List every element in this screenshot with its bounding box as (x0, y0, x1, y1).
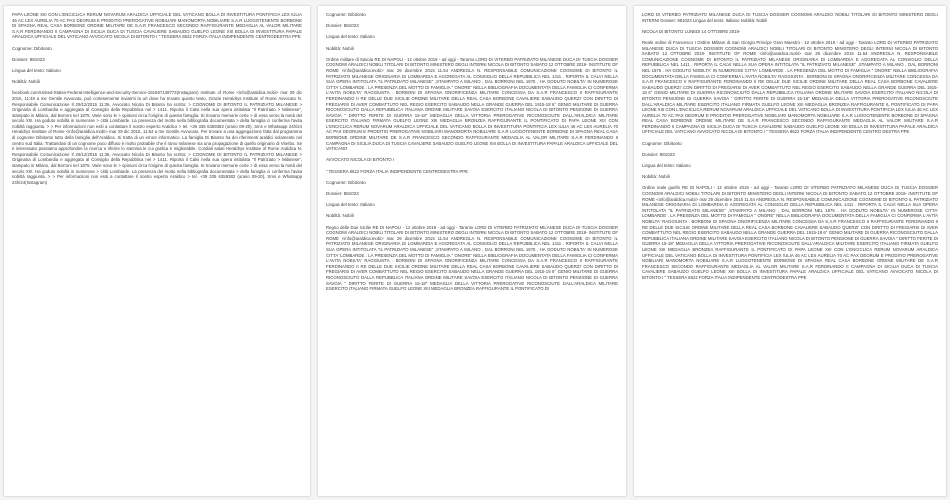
nobility-field: Nobiltà: Nobili (12, 79, 40, 85)
signature-line: AVVOCATO NICOLA DI BITONTO I (326, 157, 395, 163)
paragraph-email-correspondence: facebook.com/United-States-Federal-Intelligence-and-Security-Service-191597139773(Instagram) Institute of Rome <info@araldica.mobi> mar 29 dic 2015, 11:48 a me Gentile Avvocato, può cortesemente inviarmi la url dove ha trovato questo testo. Grazie Heraldrys Institute of Rome Avvocato N. Responsabile Comunicazione Il 29/12/2015 11:36, Avvocato Nicola Di Bitonto ha scritto: > COGNOME DI BITONTO IL PATRIZIATO MILANESE > Originaria di Lombardia e aggregata al Consiglio della Repubblica nel > 1411. Riporta il Calvi nella sua opera intitolata "Il Patriziato > Milanese", stampato in Milano, dal Borroni nel 1875. Varie sono le > opinioni circa l'origine di questa famiglia. Si trovano memorie certe > di essa verso la metà del secolo XIII. Ha goduto nobiltà in numerose > città Lombarde. La presenza del motto nella bibliografia documentata > della famiglia ci conferma l'avita nobiltà raggiunta. > > Per informazioni non esiti a contattare il nostro esperto Araldico > tel. +39 335 6359382 (orario 09-20), Sms e Whatsapp 24h/24 Heraldrys Institute of Rome <info@araldica.mobi> mar 29 dic 2015, 11:54 a me Gentile Avvocato, Per trovare a una aggregazione fatta dal programma di cognome Dibitonto tutto della famiglia dell'Araldica. Si tratta di un errore informatico. La famiglia Di Bitonto ha dei riferimenti araldici solamente nel centro sud Italia. Trattandosi di un cognome poco diffuso è molto probabile che il ramo milanese sia una propagazione di quello originario di Viterbo. Se è interessato possiamo approfondire la ricerca e riferire lo stemma le cui grafica è migliorabile. Cordiali saluti Heraldrys Institute of Rome Araldica N. Responsabile Comunicazione Il 29/12/2015 11:36, Avvocato Nicola Di Bitonto ha scritto: > COGNOME DI BITONTO IL PATRIZIATO MILANESE > Originaria di Lombardia e aggregata al Consiglio della Repubblica nel > 1411. Riporta il Calvi nella sua opera intitolata "Il Patriziato > Milanese", stampato in Milano, dal Borroni nel 1875. Varie sono le > opinioni circa l'origine di questa famiglia. Si trovano memorie certe > di essa verso la metà del secolo XIII. Ha goduto nobiltà in numerose > città Lombarde. La presenza del motto nella bibliografia documentata > della famiglia ci conferma l'avita nobiltà raggiunta. > > Per informazioni non esiti a contattare il nostro esperto Araldico > tel. +39 335 6359382 (orario 09-20), Sms e Whatsapp 24h/24(Instagram) (12, 90, 302, 185)
membership-line: " TESSERA 8622 FORZA ITALIA INDIPENDENTE CENTRODESTRA PPE (326, 168, 469, 174)
surname-field: Cognome: Dibitonto (326, 179, 366, 185)
language-field: Lingua del testo: Italiano (12, 67, 61, 73)
nobility-field: Nobiltà: Nobili (642, 174, 670, 180)
date-line: NICOLA DI BITONTO LUNEDI 14 OTTOBRE 2019- (642, 28, 741, 34)
document-page-3 (634, 6, 946, 496)
paragraph-header: LORD DI VITERBO PATRIZIATO MILANESE DUCA DI TUSCIA DOSSIER COGNOMI ARALDICI NOBILI TITOLARI DI BITONTO MINISTERO DEGLI INTERNI Dossier: 881023 Lingua del testo: Italiano Nobiltà: Nobili (642, 12, 938, 23)
surname-field: Cognome: Dibitonto (12, 45, 52, 51)
language-field: Lingua del testo: Italiano (326, 34, 375, 40)
dossier-field: Dossier: 881023 (326, 23, 359, 29)
surname-field: Cognome: Dibitonto (642, 140, 682, 146)
nobility-field: Nobiltà: Nobili (326, 213, 354, 219)
paragraph-reale-ordine: Reale ordine di Francesco I Ordine Militare di San Giorgio Principe Gran Maestro - 12 ottobre 2019 - ad oggi - Taranto LORD DI VITERBO PATRIZIATO MILANESE DUCA DI TUSCIA DOSSIER COGNOMI ARALDICI NOBILI TITOLARI DI BITONTO MINISTERO DEGLI INTERNI NICOLA DI BITONTO SABATO 12 OTTOBRE 2019- INSTITUTE OF ROME <info@araldica.mobi> mar 29 dicembre 2015 11.54 ANDREOLA N. RESPONSABILE COMUNICAZIONE COGNOME DI BITONTO IL PATRIZIATO MILANESE ORIGINARIA DI LOMBARDIA E AGGREGATA AL CONSIGLIO DELLA REPUBBLICA NEL 1411 . RIPORTA IL CALVI NELLA SUA OPERA INTITOLATA "IL PATRIZIATO MILANESE" ,STAMPATO A MILANO , DAL BORRONI NEL 1875 . HA GODUTO NOBILTA' IN NUMEROSE CITTA' LOMBARDE . LA PRESENZA DEL MOTTO DI FAMIGLIA " ONORE" NELLA BIBLIOGRAFIA DOCUMENTATA DELLA FAMIGLIA CI CONFERMA L'AVITA NOBILTA' RAGGIUNTA . BORBONI DI SPAGNA ONORIFICENZA MILITARE CONCESSA DA S.A.R FRANCESCO II RAFFIGURANTE FERDINANDO II RE DELLE DUE SICILIE ORDINE MILITARE DELLA REAL CASA BORBONE CAVALIERE SABAUDO QUERZI' CON DIRITTO DI FREGIARSI DI AVER COMBATTUTO NEL REGIO ESERCITO SABAUDO NELLA GRANDE GUERRA DEL 1915-18 6° GENIO MILITARE DI GUERRA RICONOSCIUTO DALLA REPUBBLICA ITALIANA ORDINE MILITARE SAVOIA ESERCITO ITALIANO NICOLA DI BITONTO PENSIONE DI GUERRA SAVOIA " DIRITTO FERITE DI GUERRA 15-18" MEDAGLIA DELLA VITTORIA PREROGATIVE RICONOSCIUTE DALL'ARALDICA MILITARE ESERCITO ITALIANO FIRMATA GUELFO LEONE XIII MEDAGLIA BRONZEA RAFFIGURANTE IL PONTIFICATO DI PAPA LEONE XIII CON L'ENCICLICA RERUM NOVARUM ARALDICA UFFICIALE DEL VATICANO BOLLA DI INVESTITURA PONTIFICIA LEX IULIA 46 AC LEX AURELIA 70 AC PAX DEORUM E PRODITIO PREROGATIVE NOBILIARI MANOMORTA NOBILIARE S.A.R LUOGOTENENTE BORBONE DI SPAGNA REAL CASA BORBONE ORDINE MILITARE DE S.A.R FRANCESCO SECONDO RAFFIGURANTE MEDAGLIA AL VALOR MILITARE S.A.R FERDINANDO II CAMPAGNA DI SICILIA DUCA DI TUSCIA CAVALIERE SABAUDO GUELFO LEONE XIII BOLLA DI INVESTITURA PAPALE ARALDICA UFFICIALE DEL VATICANO AVVOCATO NICOLA DI BITONTO I " TESSERA 8622 FORZA ITALIA INDIPENDENTE CENTRO DESTRA PPE (642, 39, 938, 135)
language-field: Lingua del testo: Italiano (326, 202, 375, 208)
nobility-field: Nobiltà: Nobili (326, 45, 354, 51)
paragraph-due-sicilie: Regno delle Due Sicilie RE DI NAPOLI - 12 ottobre 2019 - ad oggi - Taranto LORD DI VITERBO PATRIZIATO MILANESE DUCA DI TUSCIA DOSSIER COGNOMI ARALDICI NOBILI TITOLARI DI BITONTO MINISTERO DEGLI INTERNI NICOLA DI BITONTO SABATO 12 OTTOBRE 2019- INSTITUTE OF ROME <info@araldica.mobi> mar 29 dicembre 2015 11.54 ANDREOLA N. RESPONSABILE COMUNICAZIONE COGNOME DI BITONTO IL PATRIZIATO MILANESE ORIGINARIA DI LOMBARDIA E AGGREGATA AL CONSIGLIO DELLA REPUBBLICA NEL 1411 . RIPORTA IL CALVI NELLA SUA OPERA INTITOLATA "IL PATRIZIATO MILANESE" ,STAMPATO A MILANO , DAL BORRONI NEL 1875 . HA GODUTO NOBILTA' IN NUMEROSE CITTA' LOMBARDE . LA PRESENZA DEL MOTTO DI FAMIGLIA " ONORE" NELLA BIBLIOGRAFIA DOCUMENTATA DELLA FAMIGLIA CI CONFERMA L'AVITA NOBILTA' RAGGIUNTA . BORBONI DI SPAGNA ONORIFICENZA MILITARE CONCESSA DA S.A.R FRANCESCO II RAFFIGURANTE FERDINANDO II RE DELLE DUE SICILIE ORDINE MILITARE DELLA REAL CASA BORBONE CAVALIERE SABAUDO QUERZI' CON DIRITTO DI FREGIARSI DI AVER COMBATTUTO NEL REGIO ESERCITO SABAUDO NELLA GRANDE GUERRA DEL 1915-18 6° GENIO MILITARE DI GUERRA RICONOSCIUTO DALLA REPUBBLICA ITALIANA ORDINE MILITARE SAVOIA ESERCITO ITALIANO NICOLA DI BITONTO PENSIONE DI GUERRA SAVOIA " DIRITTO FERITE DI GUERRA 15-18" MEDAGLIA DELLA VITTORIA PREROGATIVE RICONOSCIUTE DALL'ARALDICA MILITARE ESERCITO ITALIANO FIRMATA GUELFO LEONE XIII MEDAGLIA BRONZEA RAFFIGURANTE IL PONTIFICATO DI (326, 224, 619, 292)
paragraph-ordine-savoia: Ordine militare di Savoia RE DI NAPOLI - 12 ottobre 2019 - ad oggi - Taranto LORD DI VITERBO PATRIZIATO MILANESE DUCA DI TUSCIA DOSSIER COGNOMI ARALDICI NOBILI TITOLARI DI BITONTO MINISTERO DEGLI INTERNI NICOLA DI BITONTO SABATO 12 OTTOBRE 2019- INSTITUTE OF ROME <info@araldica.mobi> mar 29 dicembre 2015 11.54 ANDREOLA N. RESPONSABILE COMUNICAZIONE COGNOME DI BITONTO IL PATRIZIATO MILANESE ORIGINARIA DI LOMBARDIA E AGGREGATA AL CONSIGLIO DELLA REPUBBLICA NEL 1411 . RIPORTA IL CALVI NELLA SUA OPERA INTITOLATA "IL PATRIZIATO MILANESE" ,STAMPATO A MILANO , DAL BORRONI NEL 1875 . HA GODUTO NOBILTA' IN NUMEROSE CITTA' LOMBARDE . LA PRESENZA DEL MOTTO DI FAMIGLIA " ONORE" NELLA BIBLIOGRAFIA DOCUMENTATA DELLA FAMIGLIA CI CONFERMA L'AVITA NOBILTA' RAGGIUNTA . BORBONI DI SPAGNA ONORIFICENZA MILITARE CONCESSA DA S.A.R FRANCESCO II RAFFIGURANTE FERDINANDO II RE DELLE DUE SICILIE ORDINE MILITARE DELLA REAL CASA BORBONE CAVALIERE SABAUDO QUERZI' CON DIRITTO DI FREGIARSI DI AVER COMBATTUTO NEL REGIO ESERCITO SABAUDO NELLA GRANDE GUERRA DEL 1915-18 6° GENIO MILITARE DI GUERRA RICONOSCIUTO DALLA REPUBBLICA ITALIANA ORDINE MILITARE SAVOIA ESERCITO ITALIANO NICOLA DI BITONTO PENSIONE DI GUERRA SAVOIA " DIRITTO FERITE DI GUERRA 15-18" MEDAGLIA DELLA VITTORIA PREROGATIVE RICONOSCIUTE DALL'ARALDICA MILITARE ESERCITO ITALIANO FIRMATA GUELFO LEONE XIII MEDAGLIA BRONZEA RAFFIGURANTE IL PONTIFICATO DI PAPA LEONE XIII CON L'ENCICLICA RERUM NOVARUM ARALDICA UFFICIALE DEL VATICANO BOLLA DI INVESTITURA PONTIFICIA LEX IULIA 46 AC LEX AURELIA 70 AC PAX DEORUM E PRODITIO PREROGATIVE NOBILIARI MANOMORTA NOBILIARE S.A.R LUOGOTENENTE BORBONE DI SPAGNA REAL CASA BORBONE ORDINE MILITARE DE S.A.R FRANCESCO SECONDO RAFFIGURANTE MEDAGLIA AL VALOR MILITARE S.A.R FERDINANDO II CAMPAGNA DI SICILIA DUCA DI TUSCIA CAVALIERE SABAUDO GUELFO LEONE XIII BOLLA DI INVESTITURA PAPALE ARALDICA UFFICIALE DEL VATICANO (326, 56, 619, 152)
document-page-2 (318, 6, 626, 496)
dossier-field: Dossier: 881023 (326, 191, 359, 196)
dossier-field: Dossier: 881023 (12, 56, 45, 62)
paragraph-ordine-guelfo: Ordine reale guelfo RE DI NAPOLI - 12 ottobre 2019 - ad oggi - Taranto LORD DI VITERBO PATRIZIATO MILANESE DUCA DI TUSCIA DOSSIER COGNOMI ARALDICI NOBILI TITOLARI DI BITONTO MINISTERO DEGLI INTERNI NICOLA DI BITONTO SABATO 12 OTTOBRE 2019- INSTITUTE OF ROME <info@araldica.mobi> mar 29 dicembre 2015 11.54 ANDREOLA N. RESPONSABILE COMUNICAZIONE COGNOME DI BITONTO IL PATRIZIATO MILANESE ORIGINARIA DI LOMBARDIA E AGGREGATA AL CONSIGLIO DELLA REPUBBLICA NEL 1411 . RIPORTA IL CALVI NELLA SUA OPERA INTITOLATA "IL PATRIZIATO MILANESE" ,STAMPATO A MILANO , DAL BORRONI NEL 1875 . HA GODUTO NOBILTA' IN NUMEROSE CITTA' LOMBARDE . LA PRESENZA DEL MOTTO DI FAMIGLIA " ONORE" NELLA BIBLIOGRAFIA DOCUMENTATA DELLA FAMIGLIA CI CONFERMA L'AVITA NOBILTA' RAGGIUNTA . BORBONI DI SPAGNA ONORIFICENZA MILITARE CONCESSA DA S.A.R FRANCESCO II RAFFIGURANTE FERDINANDO II RE DELLE DUE SICILIE ORDINE MILITARE DELLA REAL CASA BORBONE CAVALIERE SABAUDO QUERZI' CON DIRITTO DI FREGIARSI DI AVER COMBATTUTO NEL REGIO ESERCITO SABAUDO NELLA GRANDE GUERRA DEL 1915-18 6° GENIO MILITARE DI GUERRA RICONOSCIUTO DALLA REPUBBLICA ITALIANA ORDINE MILITARE SAVOIA ESERCITO ITALIANO NICOLA DI BITONTO PENSIONE DI GUERRA SAVOIA " DIRITTO FERITE DI GUERRA 15-18" MEDAGLIA DELLA VITTORIA PREROGATIVE RICONOSCIUTE DALL'ARALDICA MILITARE ESERCITO ITALIANO FIRMATA GUELFO LEONE XIII MEDAGLIA BRONZEA RAFFIGURANTE IL PONTIFICATO DI PAPA LEONE XIII CON L'ENCICLICA RERUM NOVARUM ARALDICA UFFICIALE DEL VATICANO BOLLA DI INVESTITURA PONTIFICIA LEX IULIA 46 AC LEX AURELIA 70 AC PAX DEORUM E PRODITIO PREROGATIVE NOBILIARI MANOMORTA NOBILIARE S.A.R LUOGOTENENTE BORBONE DI SPAGNA REAL CASA BORBONE ORDINE MILITARE DE S.A.R FRANCESCO SECONDO RAFFIGURANTE MEDAGLIA AL VALOR MILITARE S.A.R FERDINANDO II CAMPAGNA DI SICILIA DUCA DI TUSCIA CAVALIERE SABAUDO GUELFO LEONE XIII BOLLA DI INVESTITURA PAPALE ARALDICA UFFICIALE DEL VATICANO AVVOCATO NICOLA DI BITONTO I " TESSERA 8622 FORZA ITALIA INDIPENDENTE CENTRODESTRA PPE (642, 185, 938, 280)
language-field: Lingua del testo: Italiano (642, 163, 691, 169)
surname-field: Cognome: Dibitonto (326, 12, 366, 17)
dossier-field: Dossier: 881023 (642, 151, 675, 157)
paragraph-papa-leone: PAPA LEONE XIII CON L'ENCICLICA RERUM NOVARUM ARALDICA UFFICIALE DEL VATICANO BOLLA DI INVESTITURA PONTIFICIA LEX IULIA 46 AC LEX AURELIA 70 AC PAX DEORUM E PRODITIO PREROGATIVE NOBILIARI MANOMORTA NOBILIARE S.A.R LUOGOTENENTE BORBONE DI SPAGNA REAL CASA BORBONE ORDINE MILITARE DE S.A.R FRANCESCO SECONDO RAFFIGURANTE MEDAGLIA AL VALOR MILITARE S.A.R FERDINANDO II CAMPAGNA DI SICILIA DUCA DI TUSCIA CAVALIERE SABAUDO GUELFO LEONE XIII BOLLA DI INVESTITURA PAPALE ARALDICA UFFICIALE DEL VATICANO AVVOCATO NICOLA DI BITONTO I " TESSERA 8622 FORZA ITALIA INDIPENDENTE CENTRODESTRA PPE (12, 12, 302, 40)
document-page-1 (4, 6, 310, 496)
